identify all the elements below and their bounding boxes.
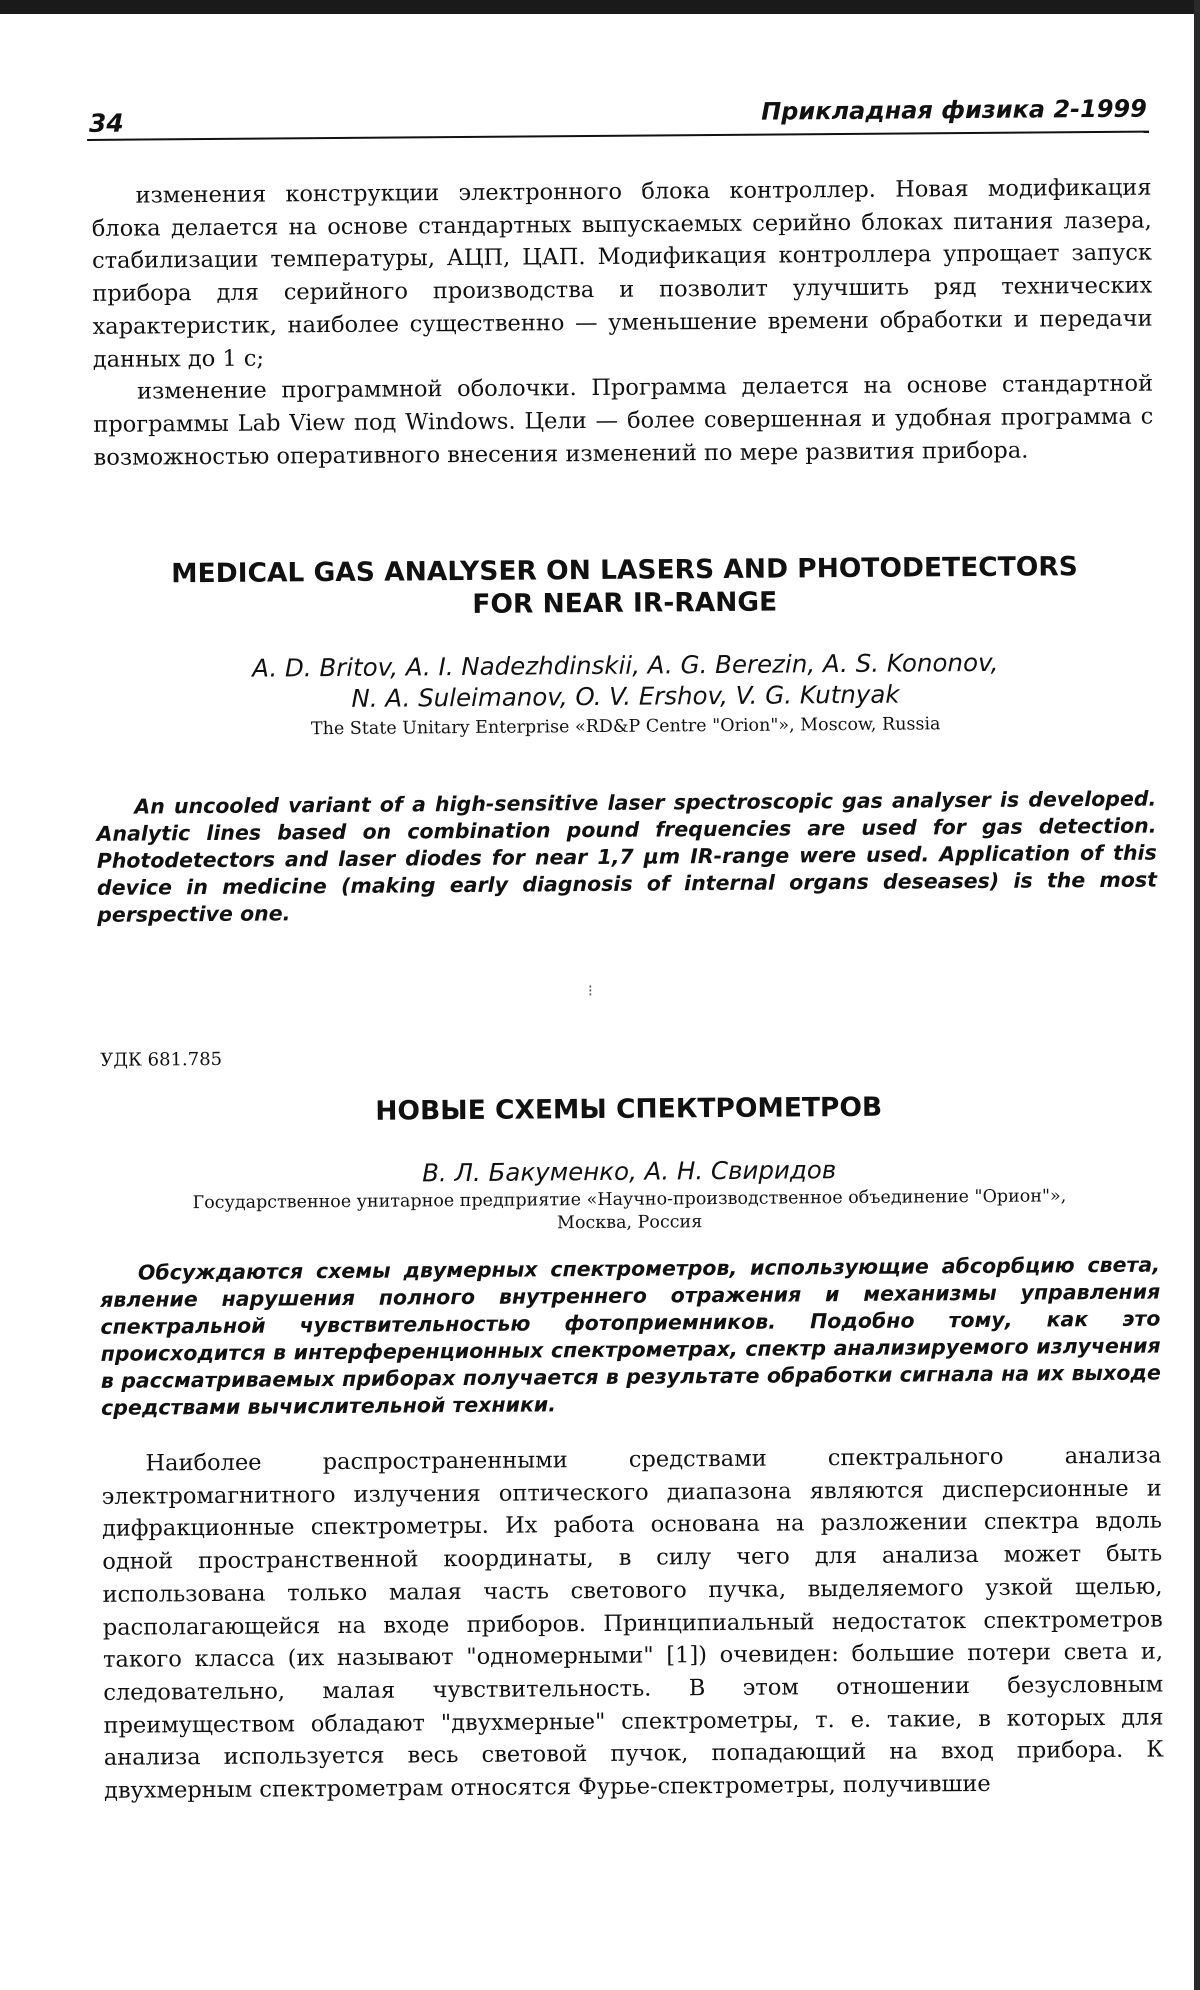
article1-title-line: MEDICAL GAS ANALYSER ON LASERS AND PHOTODETECTORS [171,551,1078,590]
page-number: 34 [88,108,124,138]
scan-mark: ⁝ [587,981,593,1001]
udk-code: УДК 681.785 [100,1048,223,1071]
running-header [87,95,1149,141]
article2-title: НОВЫЕ СХЕМЫ СПЕКТРОМЕТРОВ [375,1091,883,1127]
journal-name: Прикладная физика 2-1999 [761,94,1147,126]
article2-body [101,1440,1164,1808]
scan-right-edge [1194,0,1200,1990]
article1-affiliation: The State Unitary Enterprise «RD&P Centre "Orion"», Moscow, Russia [310,714,941,740]
article1-title [94,550,1154,624]
article1-title-line: FOR NEAR IR-RANGE [472,586,778,620]
intro-paragraph: изменение программной оболочки. Программа делается на основе стандартной программы Lab View под Windows. Цели — более совершенная и удобная программа с возможностью оперативного внесения изменений по мере развития прибора. [93,370,1154,471]
intro-text [91,172,1153,475]
article2-affiliation-line: Государственное унитарное предприятие «Научно-производственное объединение "Орион"», [192,1186,1067,1214]
article1-abstract: An uncooled variant of a high-sensitive laser spectroscopic gas analyser is developed. Analytic lines based on combination pound frequencies are used for gas detection. Photodetectors and laser diodes for near 1,7 μm IR-range were used. Application of this device in medicine (making early diagnosis of internal organs deseases) is the most perspective one. [96,786,1158,927]
article1-author-line: A. D. Britov, A. I. Nadezhdinskii, A. G. Berezin, A. S. Kononov, [252,647,999,683]
article2-abstract: Обсуждаются схемы двумерных спектрометров, использующие абсорбцию света, явление нарушения полного внутреннего отражения и механизмы управления спектральной чувствительностью фотоприемников. Подобно тому, как это происходится в интерференционных спектрометрах, спектр анализируемого излучения в рассматриваемых приборах получается в результате обработки сигнала на их выходе средствами вычислительной техники. [100,1252,1161,1420]
article2-affiliation [99,1185,1159,1239]
article1-authors [95,646,1155,716]
scan-top-edge [0,0,1200,14]
intro-paragraph: изменения конструкции электронного блока контроллер. Новая модификация блока делается на основе стандартных выпускаемых серийно блоках питания лазера, стабилизации температуры, АЦП, ЦАП. Модификация контроллера упрощает запуск прибора для серийного производства и позволит улучшить ряд технических характеристик, наиболее существенно — уменьшение времени обработки и передачи данных до 1 с; [91,174,1153,373]
article1-author-line: N. A. Suleimanov, O. V. Ershov, V. G. Kutnyak [351,679,900,713]
article2-affiliation-line: Москва, Россия [556,1212,703,1234]
body-paragraph: Наиболее распространенными средствами спектрального анализа электромагнитного излучения оптического диапазона являются дисперсионные и дифракционные спектрометры. Их работа основана на разложении спектра вдоль одной пространственной координаты, в силу чего для анализа может быть использована только малая часть светового пучка, выделяемого узкой щелью, располагающейся на входе приборов. Принципиальный недостаток спектрометров такого класса (их называют "одномерными" [1]) очевиден: большие потери света и, следовательно, малая чувствительность. В этом отношении безусловным преимуществом обладают "двухмерные" спектрометры, т. е. такие, в которых для анализа используется весь световой пучок, попадающий на вход прибора. К двухмерным спектрометрам относятся Фурье-спектрометры, получившие [101,1442,1164,1804]
article2-authors: В. Л. Бакуменко, А. Н. Свиридов [422,1155,837,1188]
